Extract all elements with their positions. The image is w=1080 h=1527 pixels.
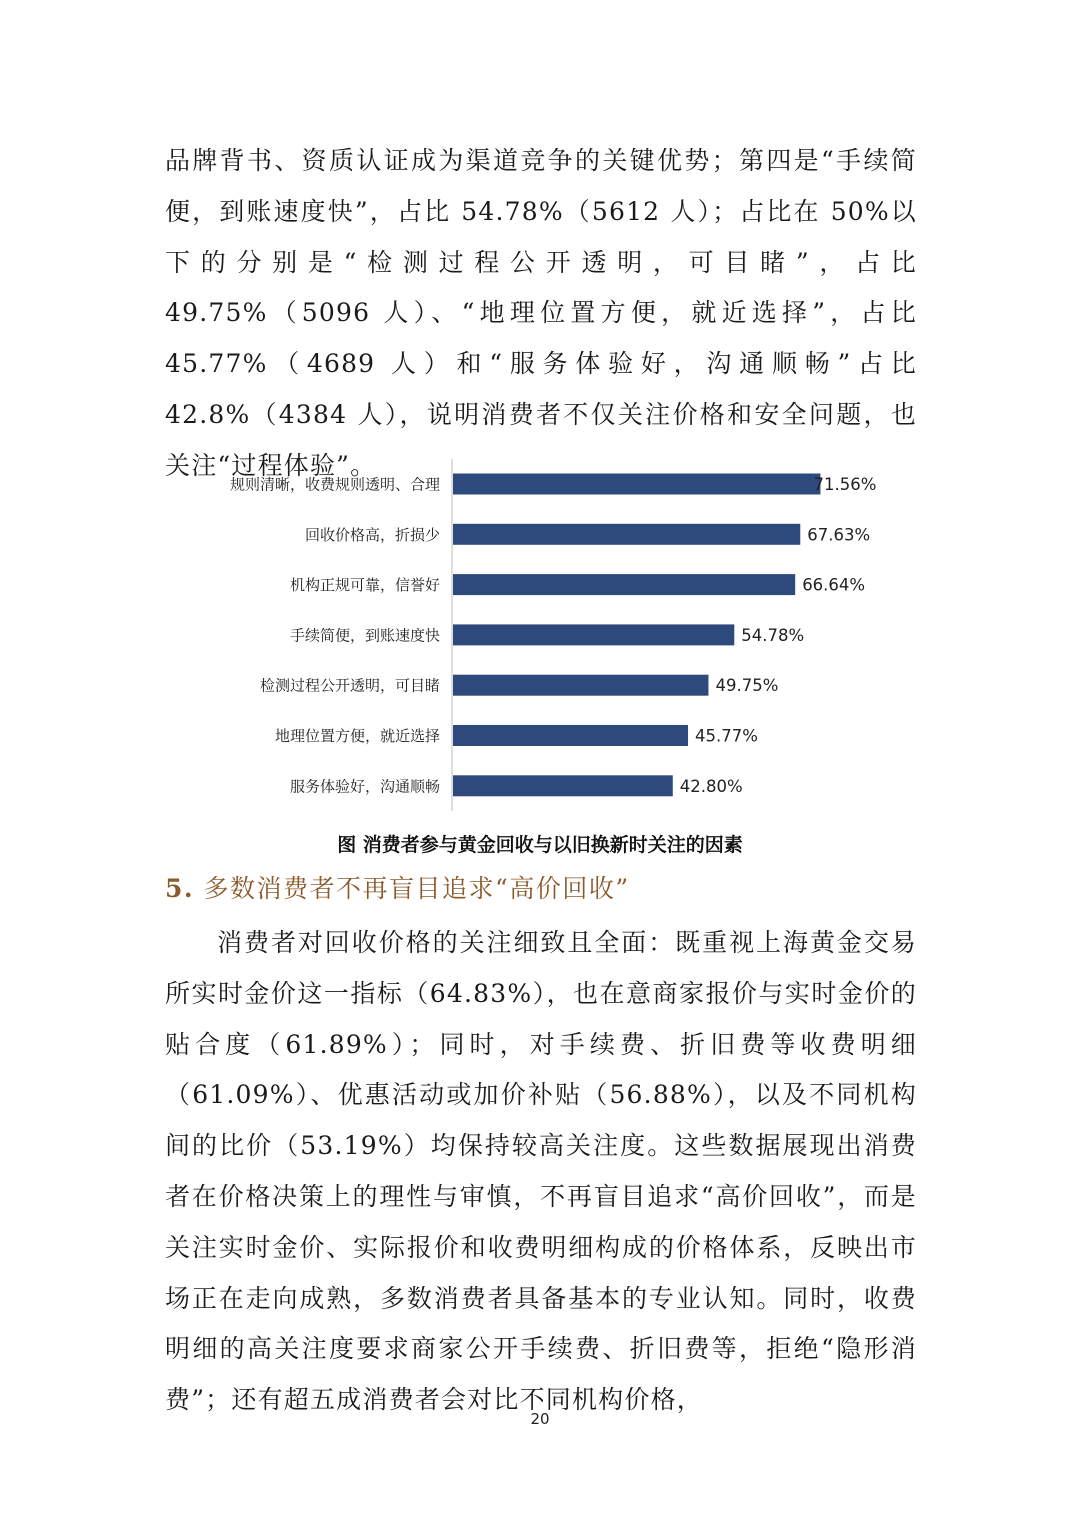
category-label: 规则清晰，收费规则透明、合理 [229,475,440,494]
category-label: 服务体验好，沟通顺畅 [289,777,440,796]
body-paragraph-top: 品牌背书、资质认证成为渠道竞争的关键优势；第四是“手续简便，到账速度快”，占比 54.78%（5612 人）；占比在 50%以下的分别是“检测过程公开透明，可目睹”，占比 49.75%（5096 人）、“地理位置方便，就近选择”，占比 45.77%（4689 人）和“服务体验好，沟通顺畅”占比 42.8%（4384 人），说明消费者不仅关注价格和安全问题，也关注“过程体验”。 [165,146,917,480]
bar [453,474,820,495]
page-number: 20 [530,1410,550,1428]
value-label: 71.56% [813,475,877,494]
bar [453,675,708,696]
value-label: 54.78% [741,625,805,645]
bar [453,624,734,645]
section-title-text: 多数消费者不再盲目追求“高价回收” [194,874,630,903]
bar-chart-svg [180,455,900,820]
bar-chart [180,455,900,820]
value-label: 66.64% [802,575,866,595]
category-label: 手续简便，到账速度快 [289,626,440,645]
figure-caption: 图 消费者参与黄金回收与以旧换新时关注的因素 [337,834,743,856]
section-number: 5. [165,874,195,903]
category-label: 机构正规可靠，信誉好 [289,576,440,595]
bar [453,524,800,545]
body-paragraph-bottom: 消费者对回收价格的关注细致且全面：既重视上海黄金交易所实时金价这一指标（64.83%），也在意商家报价与实时金价的贴合度（61.89%）；同时，对手续费、折旧费等收费明细（61.09%）、优惠活动或加价补贴（56.88%），以及不同机构间的比价（53.19%）均保持较高关注度。这些数据展现出消费者在价格决策上的理性与审慎，不再盲目追求“高价回收”，而是关注实时金价、实际报价和收费明细构成的价格体系，反映出市场正在走向成熟，多数消费者具备基本的专业认知。同时，收费明细的高关注度要求商家公开手续费、折旧费等，拒绝“隐形消费”；还有超五成消费者会对比不同机构价格， [165,928,917,1415]
value-label: 49.75% [715,676,779,696]
value-label: 45.77% [695,726,758,746]
bar [453,574,795,595]
bar [453,775,673,796]
category-label: 地理位置方便，就近选择 [274,727,440,745]
bar [453,725,688,746]
category-label: 回收价格高，折损少 [304,525,440,544]
value-label: 42.80% [679,776,743,796]
category-label: 检测过程公开透明，可目睹 [259,676,440,695]
value-label: 67.63% [807,525,871,545]
section-heading [165,866,630,912]
